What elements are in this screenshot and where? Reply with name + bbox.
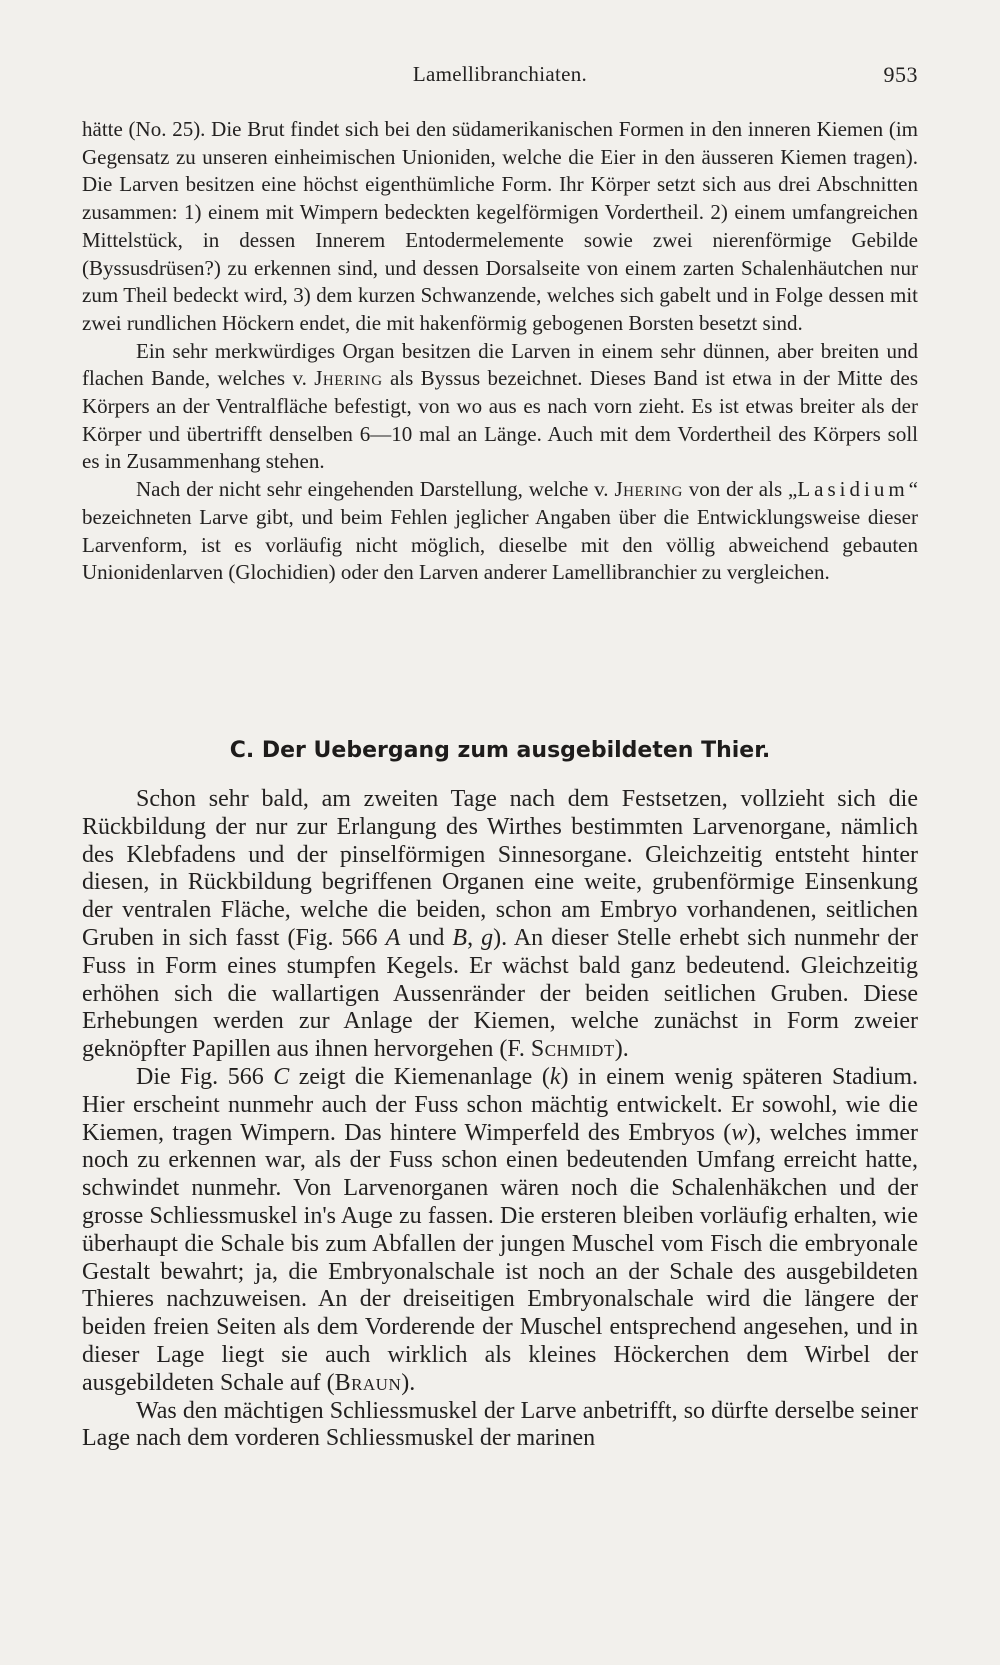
page-number: 953 [883,62,918,87]
figure-label: k [549,1063,561,1090]
author-name: Schmidt [530,1036,615,1063]
figure-label: C [273,1063,290,1090]
paragraph-adductor: Was den mächtigen Schliessmuskel der Larve anbetrifft, so dürfte derselbe seiner Lage nach dem vorderen Schliessmuskel der marinen [82,1397,918,1452]
page-header [82,62,918,92]
author-name: Braun [334,1369,402,1396]
figure-label: w [731,1119,748,1146]
paragraph-gill-anlage: Die Fig. 566 C zeigt die Kiemenanlage (k) in einem wenig späteren Stadium. Hier erscheint nunmehr auch der Fuss schon mächtig entwickelt. Er sowohl, wie die Kiemen, tragen Wimpern. Das hintere Wimperfeld des Embryos (w), welches immer noch zu erkennen war, als der Fuss schon einen bedeutenden Umfang erreicht hatte, schwindet nunmehr. Von Larvenorganen wären noch die Schalenhäkchen und der grosse Schliessmuskel in's Auge zu fassen. Die ersteren bleiben vorläufig erhalten, wie überhaupt die Schale bis zum Abfallen der jungen Muschel vom Fisch die embryonale Gestalt bewahrt; ja, die Embryonalschale ist noch an der Schale des ausgebildeten Thieres nachzuweisen. An der dreiseitigen Embryonalschale wird die längere der beiden freien Seiten als dem Vorderende der Muschel entsprechend angesehen, und in dieser Lage liegt sie auch wirklich als kleines Höckerchen dem Wirbel der ausgebildeten Schale auf (Braun). [82,1063,919,1396]
running-title: Lamellibranchiaten. [412,62,588,86]
author-name: Jhering [314,366,383,391]
paragraph-lasidium: Nach der nicht sehr eingehenden Darstellung, welche v. Jhering von der als „Lasidium“ bezeichneten Larve gibt, und beim Fehlen jeglicher Angaben über die Entwicklungsweise dieser Larvenform, ist es vorläufig nicht möglich, dieselbe mit den völlig abweichend gebauten Unionidenlarven (Glochidien) oder den Larven anderer Lamellibranchier zu vergleichen. [82,477,918,585]
section-c-text [82,786,918,1453]
figure-label: B [452,924,468,951]
spaced-term: Lasidium [797,477,909,502]
section-b-text [82,116,918,587]
section-heading: C. Der Uebergang zum ausgebildeten Thier. [229,738,771,763]
paragraph-regression: Schon sehr bald, am zweiten Tage nach dem Festsetzen, vollzieht sich die Rückbildung der nur zur Erlangung des Wirthes bestimmten Larvenorgane, nämlich des Klebfadens und der pinselförmigen Sinnesorgane. Gleichzeitig entsteht hinter diesen, in Rückbildung begriffenen Organen eine weite, grubenförmige Einsenkung der ventralen Fläche, welche die beiden, schon am Embryo vorhandenen, seitlichen Gruben in sich fasst (Fig. 566 A und B, g). An dieser Stelle erhebt sich nunmehr der Fuss in Form eines stumpfen Kegels. Er wächst bald ganz bedeutend. Gleichzeitig erhöhen sich die wallartigen Aussenränder der beiden seitlichen Gruben. Diese Erhebungen werden zur Anlage der Kiemen, welche zunächst in Form zweier geknöpfter Papillen aus ihnen hervorgehen (F. Schmidt). [82,786,919,1063]
author-name: Jhering [614,477,683,502]
paragraph-brood-larva: hätte (No. 25). Die Brut findet sich bei den südamerikanischen Formen in den inneren Kiemen (im Gegensatz zu unseren einheimischen Unioniden, welche die Eier in den äusseren Kiemen tragen). Die Larven besitzen eine höchst eigenthümliche Form. Ihr Körper setzt sich aus drei Abschnitten zusammen: 1) einem mit Wimpern bedeckten kegelförmigen Vordertheil. 2) einem umfangreichen Mittelstück, in dessen Innerem Entodermelemente sowie zwei nierenförmige Gebilde (Byssusdrüsen?) zu erkennen sind, und dessen Dorsalseite von einem zarten Schalenhäutchen nur zum Theil bedeckt wird, 3) dem kurzen Schwanzende, welches sich gabelt und in Folge dessen mit zwei rundlichen Höckern endet, die mit hakenförmig gebogenen Borsten besetzt sind. [82,117,918,335]
figure-label: A [385,924,401,951]
paragraph-byssus: Ein sehr merkwürdiges Organ besitzen die Larven in einem sehr dünnen, aber breiten und flachen Bande, welches v. Jhering als Byssus bezeichnet. Dieses Band ist etwa in der Mitte des Körpers an der Ventralfläche befestigt, von wo aus es nach vorn zieht. Es ist etwas breiter als der Körper und übertrifft denselben 6—10 mal an Länge. Auch mit dem Vordertheil des Körpers soll es in Zusammenhang stehen. [82,338,918,474]
figure-label: g [481,924,494,951]
